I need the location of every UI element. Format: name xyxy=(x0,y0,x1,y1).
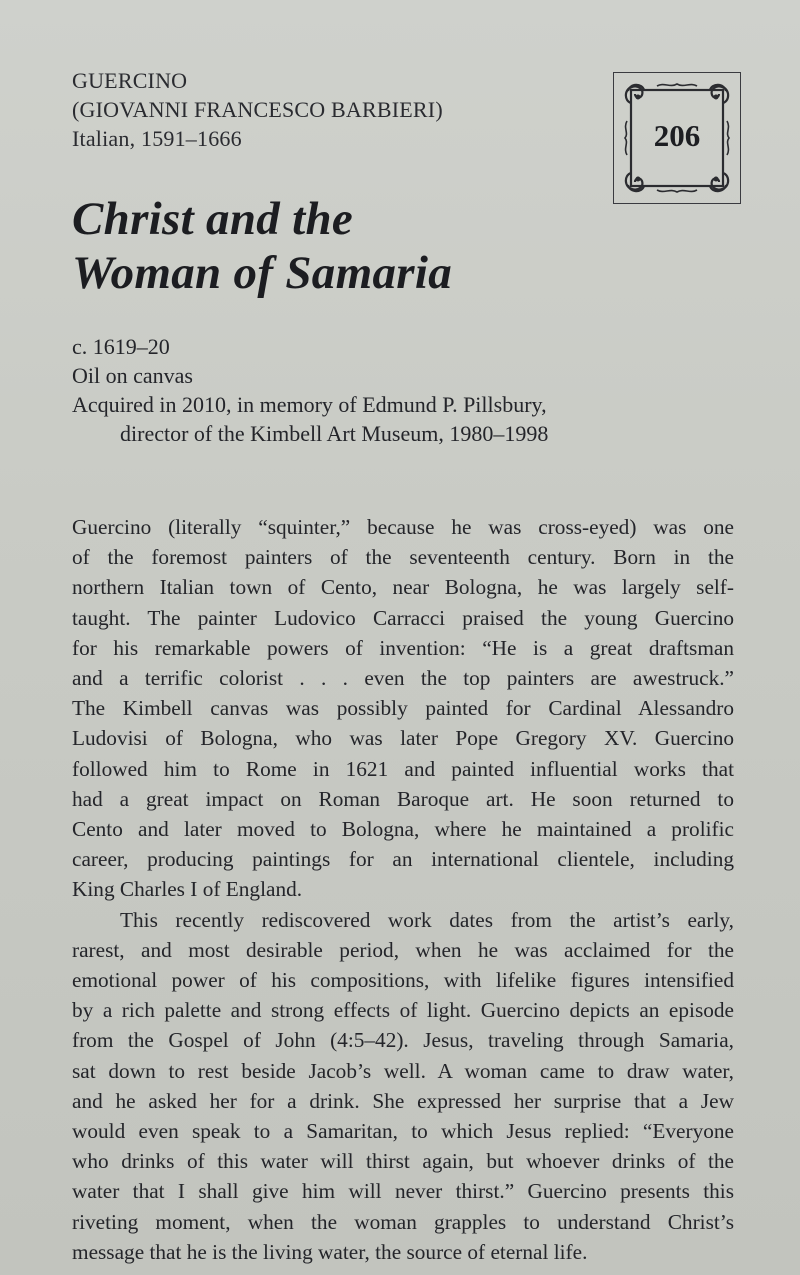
title-line-1: Christ and the xyxy=(72,193,354,245)
text-line: taught. The painter Ludovico Carracci praised the young Guercino xyxy=(72,605,734,630)
text-line: of the foremost painters of the seventeenth century. Born in the xyxy=(72,545,734,570)
text-line: riveting moment, when the woman grapples to understand Christ’s xyxy=(72,1209,734,1234)
text-line: would even speak to a Samaritan, to which Jesus replied: “Everyone xyxy=(72,1119,734,1144)
acquisition-line-1: Acquired in 2010, in memory of Edmund P. Pillsbury, xyxy=(72,392,547,417)
text-line: Cento and later moved to Bologna, where he maintained a prolific xyxy=(72,817,734,842)
text-line: water that I shall give him will never thirst.” Guercino presents this xyxy=(72,1179,734,1204)
artist-nationality-dates: Italian, 1591–1666 xyxy=(72,126,242,151)
text-line: northern Italian town of Cento, near Bologna, he was largely self- xyxy=(72,575,734,600)
text-line: emotional power of his compositions, with lifelike figures intensified xyxy=(72,968,734,993)
text-line: rarest, and most desirable period, when he was acclaimed for the xyxy=(72,937,734,962)
text-line: Ludovisi of Bologna, who was later Pope Gregory XV. Guercino xyxy=(72,726,734,751)
artist-full-name: (GIOVANNI FRANCESCO BARBIERI) xyxy=(72,97,443,122)
description-paragraph-2 xyxy=(72,905,734,1267)
text-line: This recently rediscovered work dates from the artist’s early, xyxy=(120,907,734,932)
artist-name: GUERCINO xyxy=(72,68,188,93)
text-line: message that he is the living water, the source of eternal life. xyxy=(72,1239,588,1264)
text-line: who drinks of this water will thirst again, but whoever drinks of the xyxy=(72,1149,734,1174)
text-line: for his remarkable powers of invention: “He is a great draftsman xyxy=(72,635,734,660)
description-paragraph-1 xyxy=(72,512,734,905)
artwork-medium: Oil on canvas xyxy=(72,363,193,388)
catalog-number-plaque xyxy=(613,72,741,204)
text-line: had a great impact on Roman Baroque art. He soon returned to xyxy=(72,786,734,811)
text-line: career, producing paintings for an international clientele, including xyxy=(72,847,734,872)
text-line: followed him to Rome in 1621 and painted influential works that xyxy=(72,756,734,781)
text-line: sat down to rest beside Jacob’s well. A woman came to draw water, xyxy=(72,1058,734,1083)
text-line: and a terrific colorist . . . even the top painters are awestruck.” xyxy=(72,666,734,691)
text-line: and he asked her for a drink. She expressed her surprise that a Jew xyxy=(72,1088,734,1113)
text-line: The Kimbell canvas was possibly painted for Cardinal Alessandro xyxy=(72,696,734,721)
description xyxy=(72,512,734,1267)
artwork-title xyxy=(72,192,452,300)
text-line: Guercino (literally “squinter,” because he was cross-eyed) was one xyxy=(72,515,734,539)
text-line: from the Gospel of John (4:5–42). Jesus, traveling through Samaria, xyxy=(72,1028,734,1053)
artwork-date: c. 1619–20 xyxy=(72,334,170,359)
catalog-number: 206 xyxy=(653,118,701,153)
text-line: King Charles I of England. xyxy=(72,877,303,902)
artist-info xyxy=(72,66,443,153)
text-line: by a rich palette and strong effects of light. Guercino depicts an episode xyxy=(72,998,734,1023)
acquisition-line-2: director of the Kimbell Art Museum, 1980–1998 xyxy=(120,421,549,446)
artwork-details xyxy=(72,332,548,448)
title-line-2: Woman of Samaria xyxy=(72,247,452,299)
